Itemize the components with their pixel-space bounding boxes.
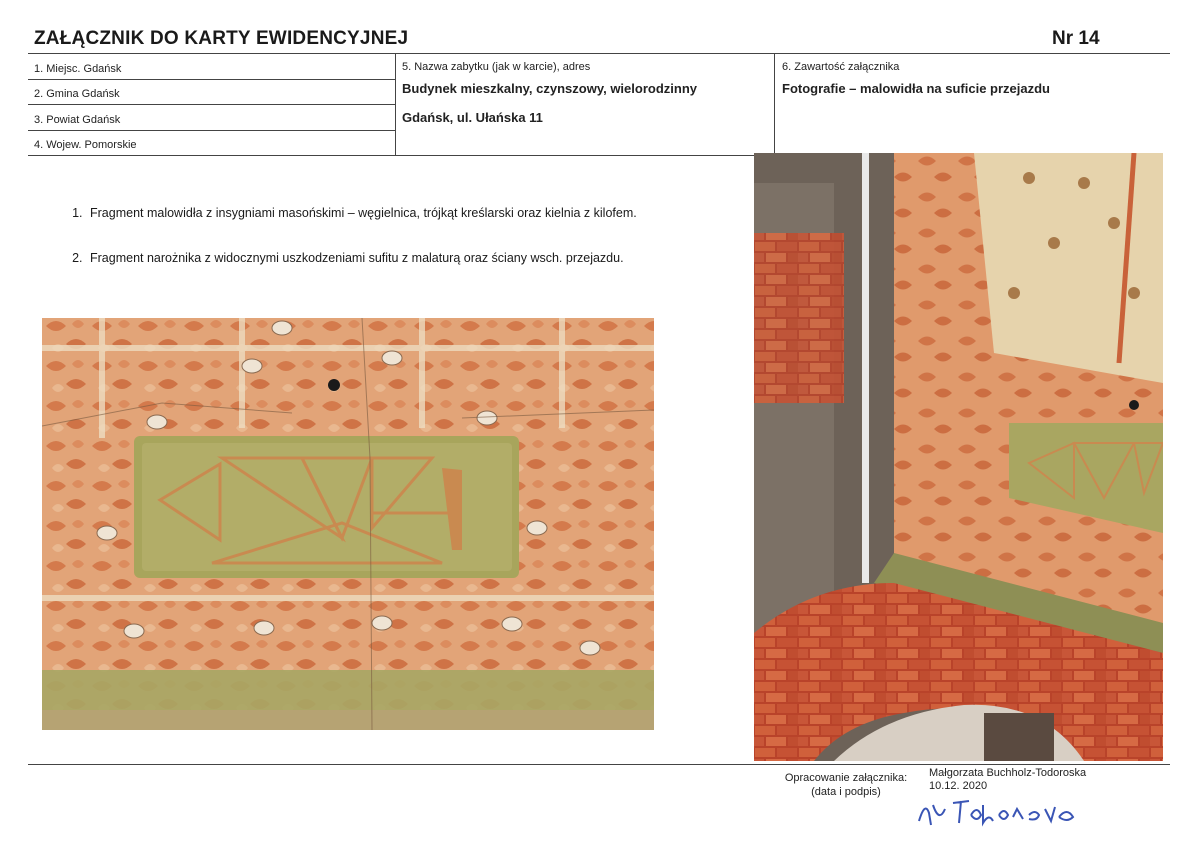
list-item: 1. Fragment malowidła z insygniami masońskimi – węgielnica, trójkąt kreślarski oraz kielnia z kilofem. <box>86 206 766 220</box>
column-divider <box>774 53 775 155</box>
row-divider <box>28 79 396 80</box>
contents-value: Fotografie – malowidła na suficie przejazdu <box>782 81 1050 96</box>
row-divider <box>28 130 396 131</box>
list-item: 2. Fragment narożnika z widocznymi uszkodzeniami sufitu z malaturą oraz ściany wsch. przejazdu. <box>86 251 766 265</box>
document-number: Nr 14 <box>1052 28 1100 49</box>
header-divider <box>28 53 1170 54</box>
ceiling-painting-image <box>42 318 654 730</box>
monument-label: 5. Nazwa zabytku (jak w karcie), adres <box>402 61 591 73</box>
field-county: 3. Powiat Gdańsk <box>34 114 121 126</box>
monument-name: Budynek mieszkalny, czynszowy, wielorodzinny <box>402 81 697 96</box>
author-name: Małgorzata Buchholz-Todoroska <box>929 767 1087 779</box>
photo-corner-damage <box>754 153 1163 761</box>
form-bottom-line <box>28 155 754 156</box>
photo-masonic-ceiling <box>42 318 654 730</box>
signature-image <box>915 795 1085 829</box>
column-divider <box>395 53 396 156</box>
field-voivodeship: 4. Wojew. Pomorskie <box>34 139 137 151</box>
date-sign-label: (data i podpis) <box>811 786 881 798</box>
prepared-date: 10.12. 2020 <box>929 780 988 792</box>
document-title: ZAŁĄCZNIK DO KARTY EWIDENCYJNEJ <box>34 28 409 49</box>
contents-label: 6. Zawartość załącznika <box>782 61 900 73</box>
footer-divider <box>28 764 1170 765</box>
monument-address: Gdańsk, ul. Ułańska 11 <box>402 110 543 125</box>
prepared-label: Opracowanie załącznika: <box>784 772 908 784</box>
field-locality: 1. Miejsc. Gdańsk <box>34 63 122 75</box>
row-divider <box>28 104 396 105</box>
field-commune: 2. Gmina Gdańsk <box>34 88 120 100</box>
corner-image <box>754 153 1163 761</box>
photo-description-list <box>58 206 766 296</box>
